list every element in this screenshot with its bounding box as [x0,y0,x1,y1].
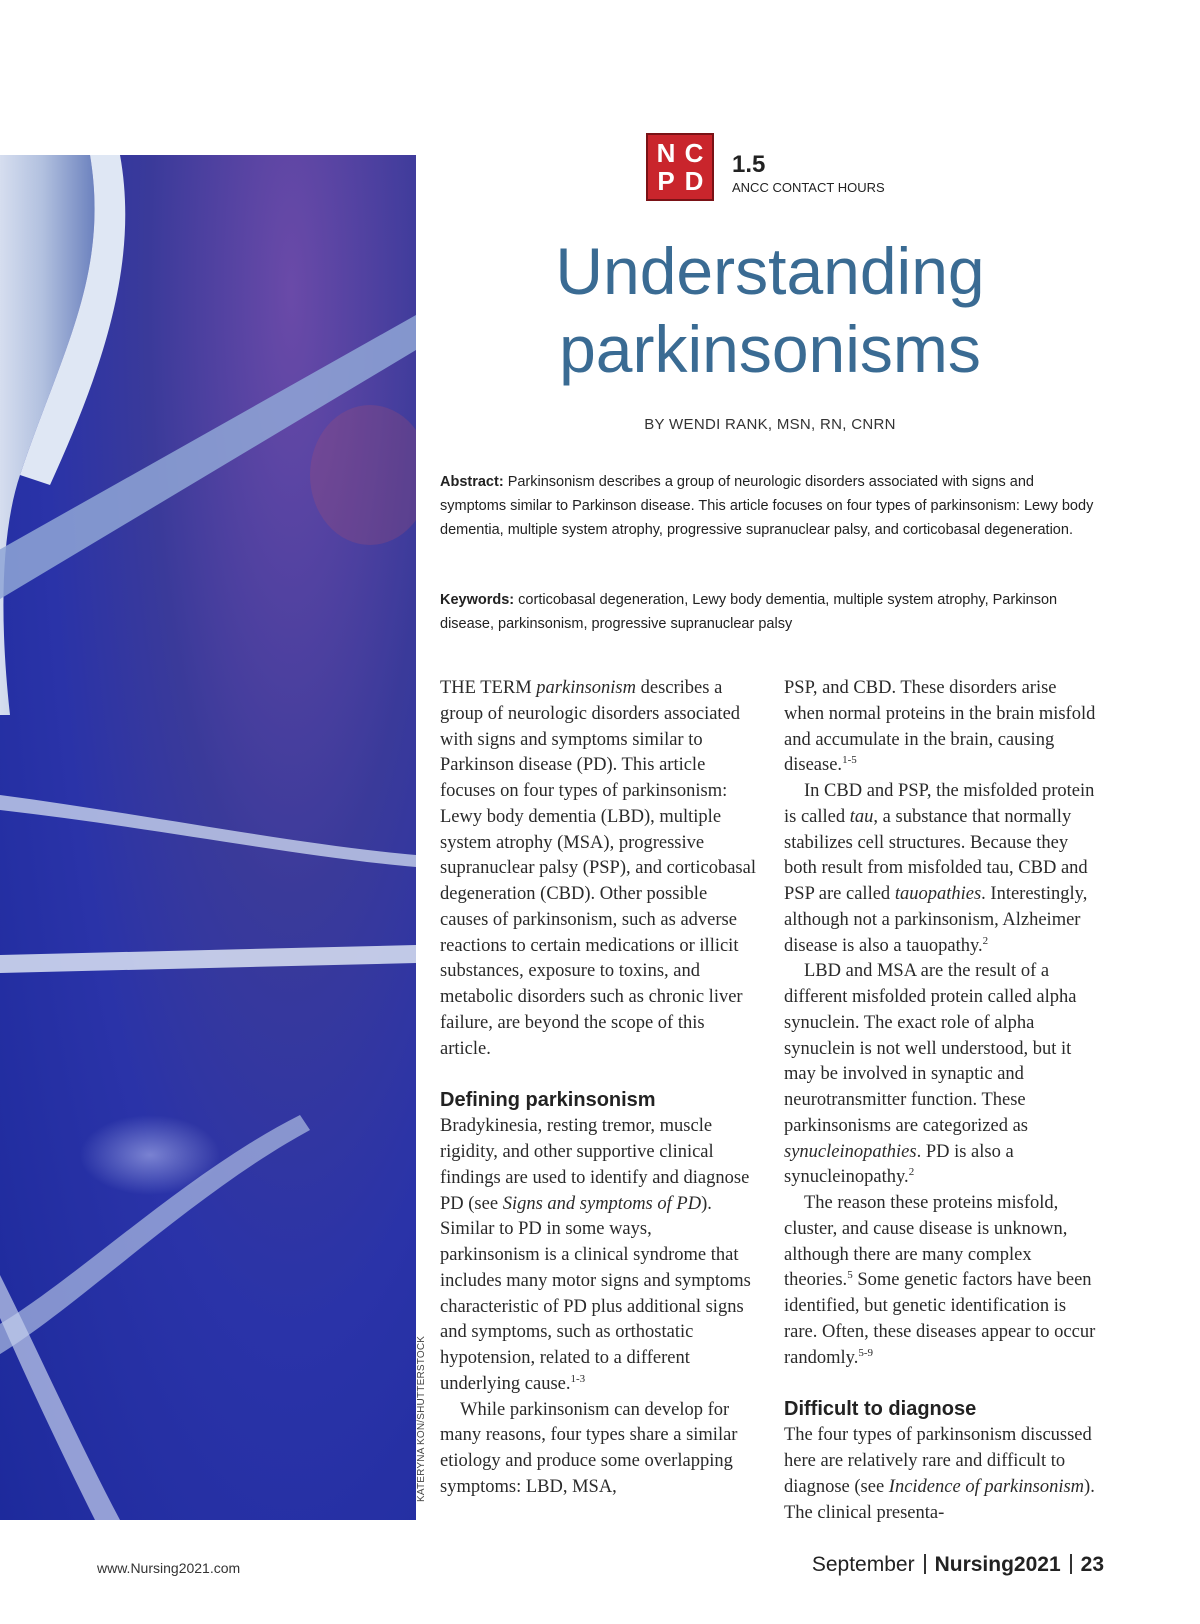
title-line-2: parkinsonisms [559,312,981,386]
paragraph: While parkinsonism can develop for many reasons, four types share a similar etiology and produce some overlapping symptoms: LBD, MSA, [440,1399,738,1497]
citation: 1-5 [842,754,857,767]
citation: 2 [982,934,989,947]
footer-divider [1070,1554,1072,1574]
paragraph [440,1114,756,1397]
text-run: describes a group of neurologic disorders associated with signs and symptoms similar to Parkinson disease (PD). This article focuses on four types of parkinsonism: Lewy body dementia (LBD), multiple system atrophy (MSA), progressive supranuclear palsy (PSP), and corticobasal degeneration (CBD). Other possible causes of parkinsonism, such as adverse reactions to certain medications or illicit substances, exposure to toxins, and metabolic disorders such as chronic liver failure, are beyond the scope of this article. [440,678,756,1059]
text-run-italic: tauopathies [894,884,982,904]
logo-letter: P [657,166,675,196]
abstract-label: Abstract: [440,474,504,490]
section-heading-difficult: Difficult to diagnose [784,1398,977,1421]
body-column-right [784,676,1100,1526]
text-run: The reason these proteins misfold, cluster, and cause disease is unknown, although there are many complex theories. [784,1193,1068,1291]
text-run: . Interestingly, although not a parkinsonism, Alzheimer disease is also a tauopathy. [784,884,1088,956]
ncpd-logo [646,133,714,201]
section-heading-defining: Defining parkinsonism [440,1089,656,1112]
page-number: 23 [1080,1553,1104,1576]
text-run-italic: synucleinopathies [784,1141,917,1162]
paragraph [784,779,1100,959]
text-run-italic: Signs and symptoms of PD [502,1193,702,1214]
keywords [440,588,1104,636]
contact-hours-label: ANCC CONTACT HOURS [732,180,885,195]
text-run-italic: parkinsonism [536,678,636,698]
byline: BY WENDI RANK, MSN, RN, CNRN [644,416,896,433]
text-run: LBD and MSA are the result of a different misfolded protein called alpha synuclein. The exact role of alpha synuclein is not well understood, but it may be involved in synaptic and neurotransmitter function. These parkinsonisms are categorized as [784,961,1077,1136]
article-title [440,232,1100,388]
text-run: , a substance that normally stabilizes cell structures. Because they both result from misfolded tau, CBD and PSP are called [784,806,1088,904]
body-column-left [440,676,756,1501]
text-run: PSP, and CBD. These disorders arise when normal proteins in the brain misfold and accumulate in the brain, causing disease. [784,678,1096,776]
image-credit: KATERYNA KON/SHUTTERSTOCK [416,1335,427,1502]
text-run: Bradykinesia, resting tremor, muscle rigidity, and other supportive clinical findings are used to identify and diagnose PD (see [440,1116,750,1214]
citation: 2 [908,1166,915,1179]
logo-letter: N [656,138,676,168]
footer-journal: Nursing2021 [934,1553,1061,1576]
contact-hours-value: 1.5 [732,151,766,178]
neuron-illustration [0,155,416,1520]
keywords-label: Keywords: [440,592,515,608]
paragraph [784,959,1100,1191]
footer-month: September [811,1553,915,1576]
paragraph [784,1191,1100,1371]
text-run: Some genetic factors have been identified, but genetic identification is rare. Often, these diseases appear to occur randomly. [784,1270,1096,1368]
text-run-italic: Incidence of parkinsonism [888,1476,1085,1497]
text-run: In CBD and PSP, the misfolded protein is called [784,781,1095,827]
keywords-text: corticobasal degeneration, Lewy body dementia, multiple system atrophy, Parkinson disease, parkinsonism, progressive supranuclear palsy [440,592,1058,632]
abstract [440,470,1104,542]
abstract-text: Parkinsonism describes a group of neurologic disorders associated with signs and symptoms similar to Parkinson disease. This article focuses on four types of parkinsonism: Lewy body dementia, multiple system atrophy, progressive supranuclear palsy, and corticobasal degeneration. [440,474,1094,538]
text-run: THE TERM [440,678,537,698]
title-line-1: Understanding [555,234,985,308]
footer-divider [924,1554,926,1574]
contact-hours [732,152,885,195]
citation: 5-9 [858,1346,873,1359]
citation: 5 [847,1269,853,1282]
text-run: The four types of parkinsonism discussed here are relatively rare and difficult to diagnose (see [784,1425,1092,1497]
logo-letter: D [684,166,704,196]
text-run-italic: tau [849,806,874,827]
text-run: . PD is also a synucleinopathy. [784,1141,1014,1188]
citation: 1-3 [570,1372,586,1385]
paragraph [784,1423,1100,1526]
logo-letter: C [684,138,704,168]
paragraph [784,676,1100,779]
paragraph [440,676,756,1062]
footer-folio [812,1553,1104,1577]
footer-url: www.Nursing2021.com [97,1560,241,1576]
text-run: ). The clinical presenta- [784,1476,1095,1523]
text-run: ). Similar to PD in some ways, parkinsonism is a clinical syndrome that includes many motor signs and symptoms characteristic of PD plus additional signs and symptoms, such as orthostatic hypotension, related to a different underlying cause. [440,1193,751,1394]
